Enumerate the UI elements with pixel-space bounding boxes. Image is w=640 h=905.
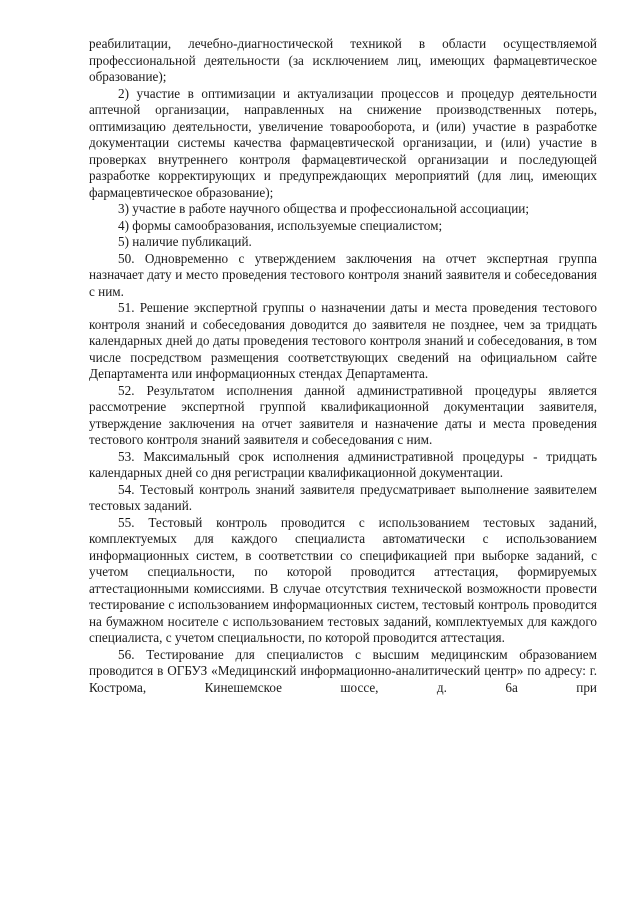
paragraph-item-5: 5) наличие публикаций. xyxy=(118,234,252,249)
paragraph-continuation: реабилитации, лечебно-диагностической техникой в области осуществляемой профессиональной деятельности (за исключением лиц, имеющих фармацевтическое образование); xyxy=(89,36,597,84)
paragraph-50: 50. Одновременно с утверждением заключения на отчет экспертная группа назначает дату и место проведения тестового контроля знаний заявителя и собеседования с ним. xyxy=(89,250,597,299)
paragraph-item-2: 2) участие в оптимизации и актуализации процессов и процедур деятельности аптечной организации, направленных на снижение производственных потерь, оптимизацию деятельности, увеличение товарооборота, и (или) участие в разработке документации системы качества фармацевтической организации, и (или) участие в проверках внутреннего контроля фармацевтической организации и последующей разработке корректирующих и предупреждающих мероприятий (для лиц, имеющих фармацевтическое образование); xyxy=(89,85,597,200)
paragraph-51: 51. Решение экспертной группы о назначении даты и места проведения тестового контроля знаний и собеседования доводится до заявителя не позднее, чем за тридцать календарных дней до даты проведения тестового контроля знаний и собеседования, в том числе посредством размещения соответствующих сведений на официальном сайте Департамента или информационных стендах Департамента. xyxy=(89,300,597,381)
paragraph-item-4: 4) формы самообразования, используемые специалистом; xyxy=(118,217,443,233)
paragraph-item-3: 3) участие в работе научного общества и профессиональной ассоциации; xyxy=(118,201,530,216)
paragraph-56: 56. Тестирование для специалистов с высшим медицинским образованием проводится в ОГБУЗ «Медицинский информационно-аналитический центр» по адресу: г. Кострома, Кинешемское шоссе, д. 6а при xyxy=(89,646,597,695)
paragraph-54: 54. Тестовый контроль знаний заявителя предусматривает выполнение заявителем тестовых заданий. xyxy=(89,481,597,513)
document-body xyxy=(89,36,597,696)
paragraph-52: 52. Результатом исполнения данной административной процедуры является рассмотрение экспертной группой квалификационной документации заявителя, утверждение заключения на отчет заявителя и назначение даты и места проведения тестового контроля знаний заявителя и собеседования с ним. xyxy=(89,382,597,447)
paragraph-55: 55. Тестовый контроль проводится с использованием тестовых заданий, комплектуемых для каждого специалиста автоматически с использованием информационных систем, в соответствии со спецификацией при выборке заданий, с учетом специальности, по которой проводится аттестация, формируемых аттестационными комиссиями. В случае отсутствия технической возможности провести тестирование с использованием информационных систем, тестовый контроль проводится на бумажном носителе с использованием тестовых заданий, комплектуемых для каждого специалиста, с учетом специальности, по которой проводится аттестация. xyxy=(89,514,597,645)
paragraph-53: 53. Максимальный срок исполнения административной процедуры - тридцать календарных дней со дня регистрации квалификационной документации. xyxy=(89,448,597,480)
